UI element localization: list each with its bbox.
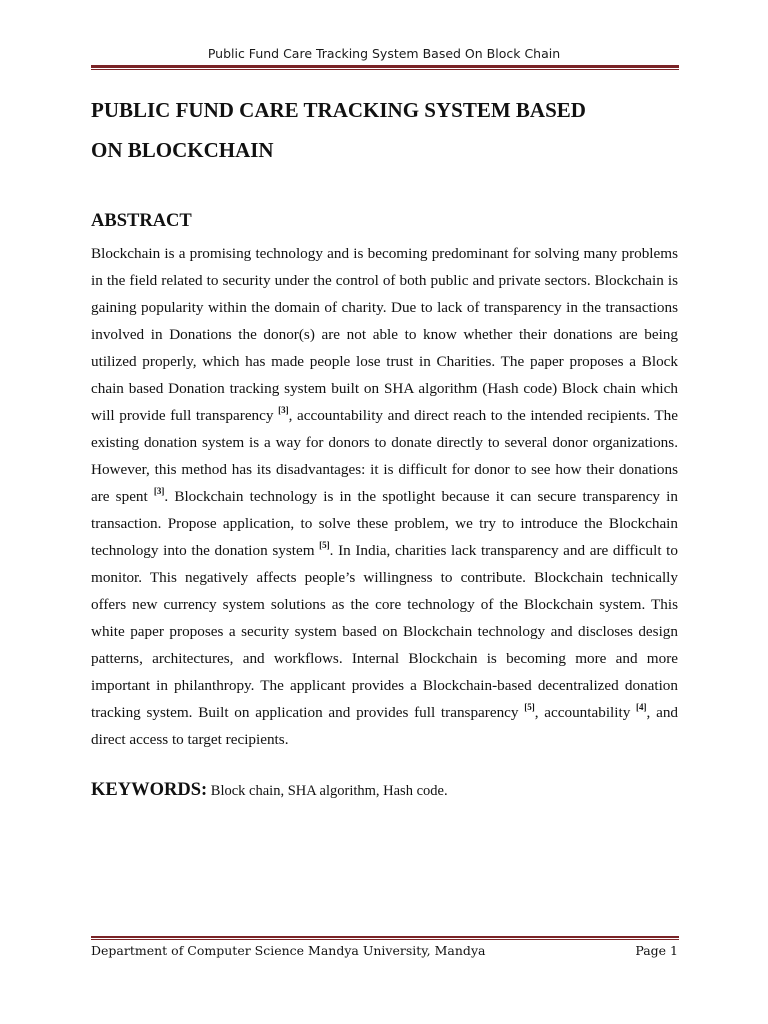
- abstract-text-segment: . In India, charities lack transparency and are difficult to monitor. This negatively affects people’s willingness to contribute. Blockchain technically offers new currency system solutions as the core technology of the Blockchain system. This white paper proposes a security system based on Blockchain technology and discloses design patterns, architectures, and workflows. Internal Blockchain is becoming more and more important in philanthropy. The applicant provides a Blockchain-based decentralized donation tracking system. Built on application and provides full transparency: [91, 542, 678, 721]
- abstract-text-segment: , and direct access to target recipients.: [91, 704, 679, 748]
- keywords-line: [91, 780, 448, 801]
- abstract-body: [91, 240, 678, 753]
- title-line-1: PUBLIC FUND CARE TRACKING SYSTEM BASED: [91, 98, 586, 122]
- keywords-value: Block chain, SHA algorithm, Hash code.: [207, 783, 448, 799]
- citation-marker: [3]: [153, 485, 165, 496]
- citation-marker: [3]: [278, 404, 289, 415]
- abstract-text-segment: . Blockchain technology is in the spotlight because it can secure transparency in transaction. Propose application, to solve these problem, we try to introduce the Blockchain technology into the donation system: [91, 488, 678, 559]
- abstract-text-segment: Blockchain is a promising technology and is becoming predominant for solving many problems in the field related to security under the control of both public and private sectors. Blockchain is gaining popularity within the domain of charity. Due to lack of transparency in the transactions involved in Donations the donor(s) are not able to know whether their donations are being utilized properly, which has made people lose trust in Charities. The paper proposes a Block chain based Donation tracking system built on SHA algorithm (Hash code) Block chain which will provide full transparency: [91, 245, 678, 424]
- running-header: Public Fund Care Tracking System Based On Block Chain: [207, 46, 561, 61]
- header-rule: [91, 65, 679, 70]
- abstract-text-segment: , accountability and direct reach to the intended recipients. The existing donation system is a way for donors to donate directly to several donor organizations. However, this method has its disadvantages: it is difficult for donor to see how their donations are spent: [91, 407, 678, 505]
- title-line-2: ON BLOCKCHAIN: [91, 138, 274, 162]
- page-title: [91, 90, 691, 170]
- citation-marker: [5]: [524, 701, 535, 712]
- citation-marker: [5]: [319, 539, 330, 550]
- citation-marker: [4]: [636, 701, 647, 712]
- footer-rule: [91, 936, 679, 940]
- keywords-label: KEYWORDS:: [91, 780, 208, 800]
- abstract-heading: ABSTRACT: [91, 211, 192, 231]
- footer-department: Department of Computer Science Mandya University, Mandya: [91, 943, 486, 958]
- abstract-text-segment: , accountability: [534, 704, 637, 721]
- footer-page-number: Page 1: [635, 943, 678, 958]
